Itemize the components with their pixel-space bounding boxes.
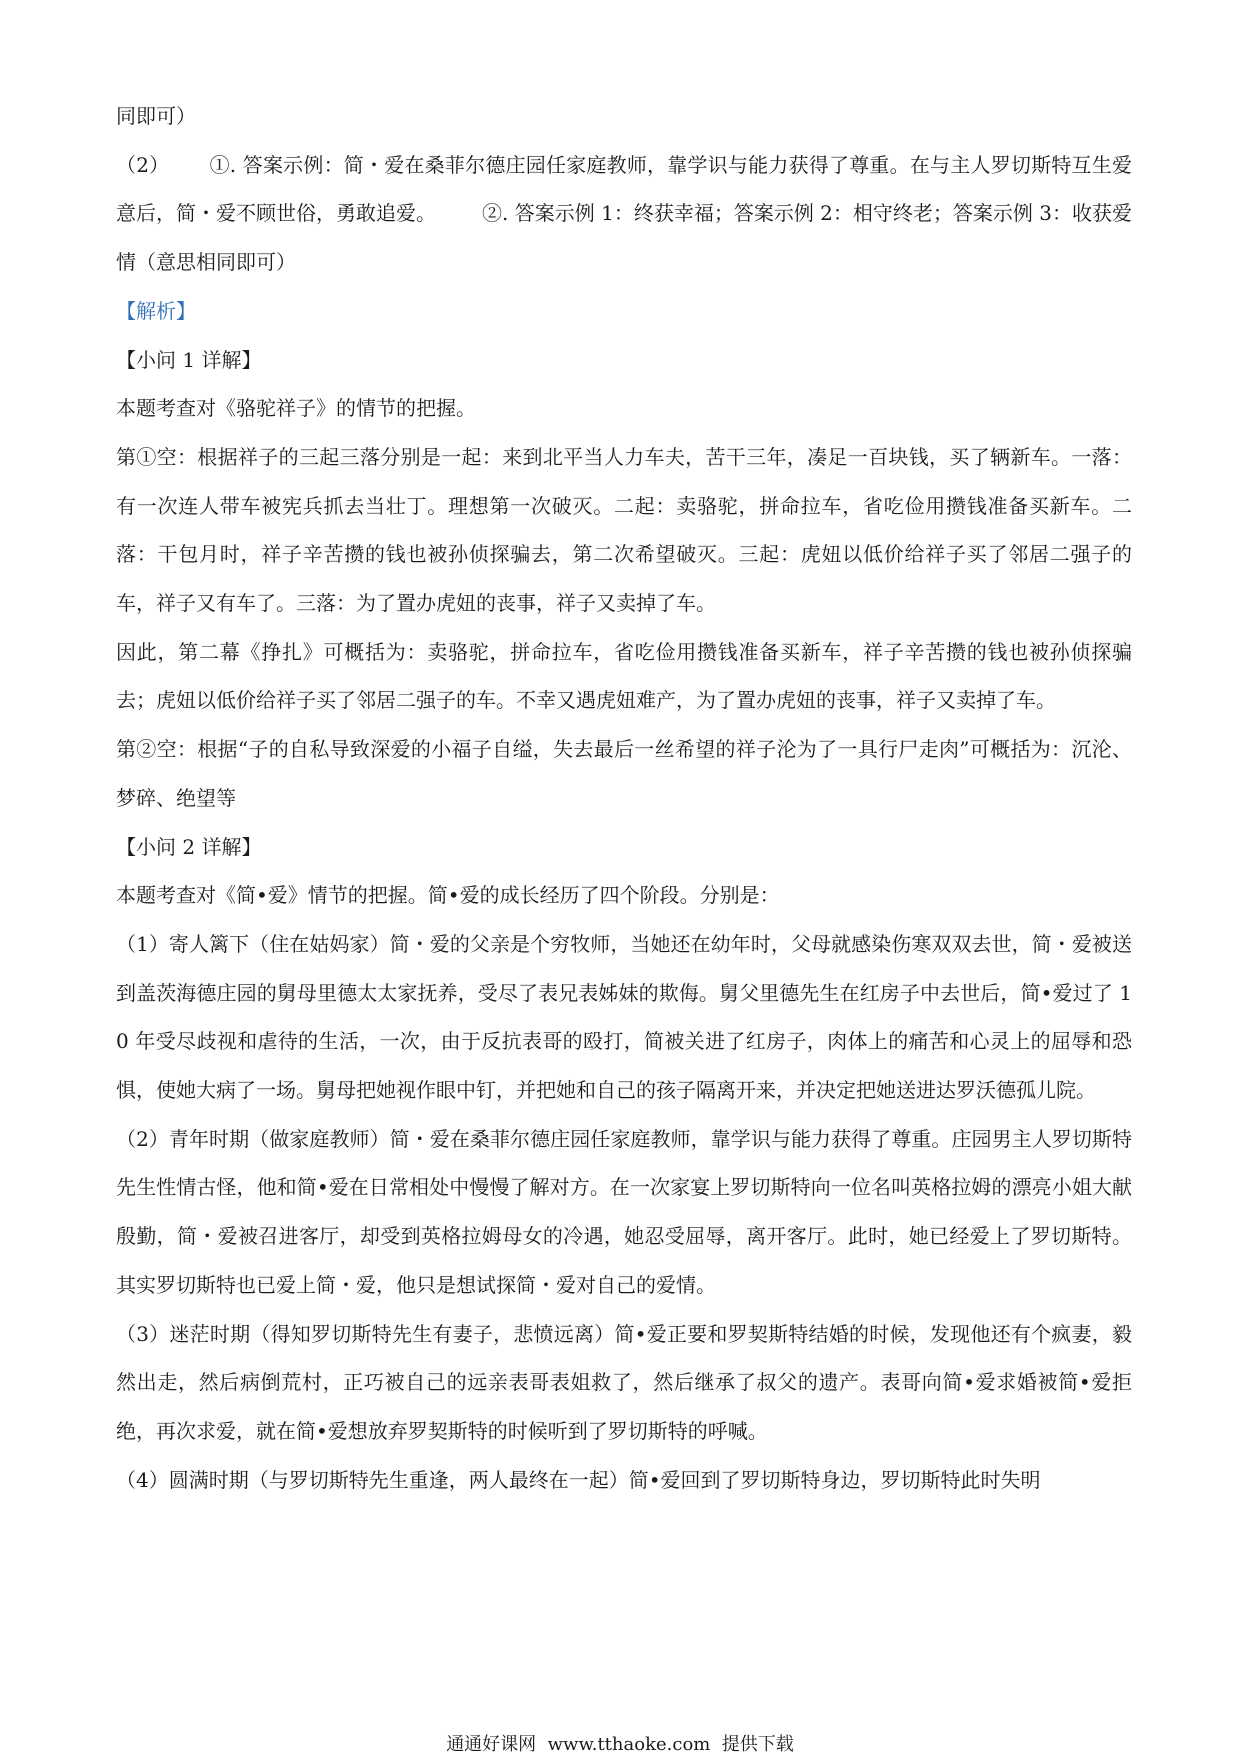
answer-2-number: （2） <box>116 152 170 177</box>
footer-site-name: 通通好课网 <box>446 1734 537 1755</box>
question-1-blank2: 第②空：根据“子的自私导致深爱的小福子自缢，失去最后一丝希望的祥子沦为了一具行尸走肉”可概括为：沉沦、梦碎、绝望等 <box>116 737 1132 810</box>
stage-3: （3）迷茫时期（得知罗切斯特先生有妻子，悲愤远离）简•爱正要和罗契斯特结婚的时候，发现他还有个疯妻，毅然出走，然后病倒荒村，正巧被自己的远亲表哥表姐救了，然后继承了叔父的遗产。表哥向简•爱求婚被简•爱拒绝，再次求爱，就在简•爱想放弃罗契斯特的时候听到了罗切斯特的呼喊。 <box>116 1321 1132 1443</box>
stage-2: （2）青年时期（做家庭教师）简・爱在桑菲尔德庄园任家庭教师，靠学识与能力获得了尊重。庄园男主人罗切斯特先生性情古怪，他和简•爱在日常相处中慢慢了解对方。在一次家宴上罗切斯特向一位名叫英格拉姆的漂亮小姐大献殷勤，简・爱被召进客厅，却受到英格拉姆母女的冷遇，她忍受屈辱，离开客厅。此时，她已经爱上了罗切斯特。其实罗切斯特也已爱上简・爱，他只是想试探简・爱对自己的爱情。 <box>116 1126 1132 1297</box>
question-1-intro: 本题考查对《骆驼祥子》的情节的把握。 <box>116 396 476 421</box>
answer-2-part1: ①. 答案示例：简・爱在桑菲尔德庄园任家庭教师，靠学识与能力获得了尊重。在与主人罗切斯特互生爱意后，简・爱不顾世俗，勇敢追爱。 <box>116 152 1132 226</box>
question-1-therefore: 因此，第二幕《挣扎》可概括为：卖骆驼，拼命拉车，省吃俭用攒钱准备买新车，祥子辛苦攒的钱也被孙侦探骗去；虎妞以低价给祥子买了邻居二强子的车。不幸又遇虎妞难产，为了置办虎妞的丧事，祥子又卖掉了车。 <box>116 639 1132 713</box>
footer-url[interactable]: www.tthaoke.com <box>547 1734 711 1755</box>
document-body <box>116 92 1132 1504</box>
question-2-label: 【小问 2 详解】 <box>116 834 262 859</box>
analysis-label: 【解析】 <box>116 298 196 323</box>
stage-4: （4）圆满时期（与罗切斯特先生重逢，两人最终在一起）简•爱回到了罗切斯特身边，罗切斯特此时失明 <box>116 1467 1041 1492</box>
page-footer <box>0 1730 1240 1756</box>
answer-2 <box>116 141 1132 287</box>
question-1-blank1: 第①空：根据祥子的三起三落分别是一起：来到北平当人力车夫，苦干三年，凑足一百块钱，买了辆新车。一落：有一次连人带车被宪兵抓去当壮丁。理想第一次破灭。二起：卖骆驼，拼命拉车，省吃俭用攒钱准备买新车。二落：干包月时，祥子辛苦攒的钱也被孙侦探骗去，第二次希望破灭。三起：虎妞以低价给祥子买了邻居二强子的车，祥子又有车了。三落：为了置办虎妞的丧事，祥子又卖掉了车。 <box>116 444 1132 616</box>
stage-1: （1）寄人篱下（住在姑妈家）简・爱的父亲是个穷牧师，当她还在幼年时，父母就感染伤寒双双去世，简・爱被送到盖茨海德庄园的舅母里德太太家抚养，受尽了表兄表姊妹的欺侮。舅父里德先生在红房子中去世后，简•爱过了 10 年受尽歧视和虐待的生活，一次，由于反抗表哥的殴打，简被关进了红房子，肉体上的痛苦和心灵上的屈辱和恐惧，使她大病了一场。舅母把她视作眼中钉，并把她和自己的孩子隔离开来，并决定把她送进达罗沃德孤儿院。 <box>116 931 1132 1103</box>
paragraph-continuation: 同即可） <box>116 104 196 128</box>
question-2-intro: 本题考查对《简•爱》情节的把握。简•爱的成长经历了四个阶段。分别是： <box>116 883 780 908</box>
question-1-label: 【小问 1 详解】 <box>116 347 262 372</box>
answer-2-part2: ②. 答案示例 1：终获幸福；答案示例 2：相守终老；答案示例 3：收获爱情（意思相同即可） <box>116 201 1132 275</box>
footer-provide: 提供下载 <box>721 1734 794 1755</box>
